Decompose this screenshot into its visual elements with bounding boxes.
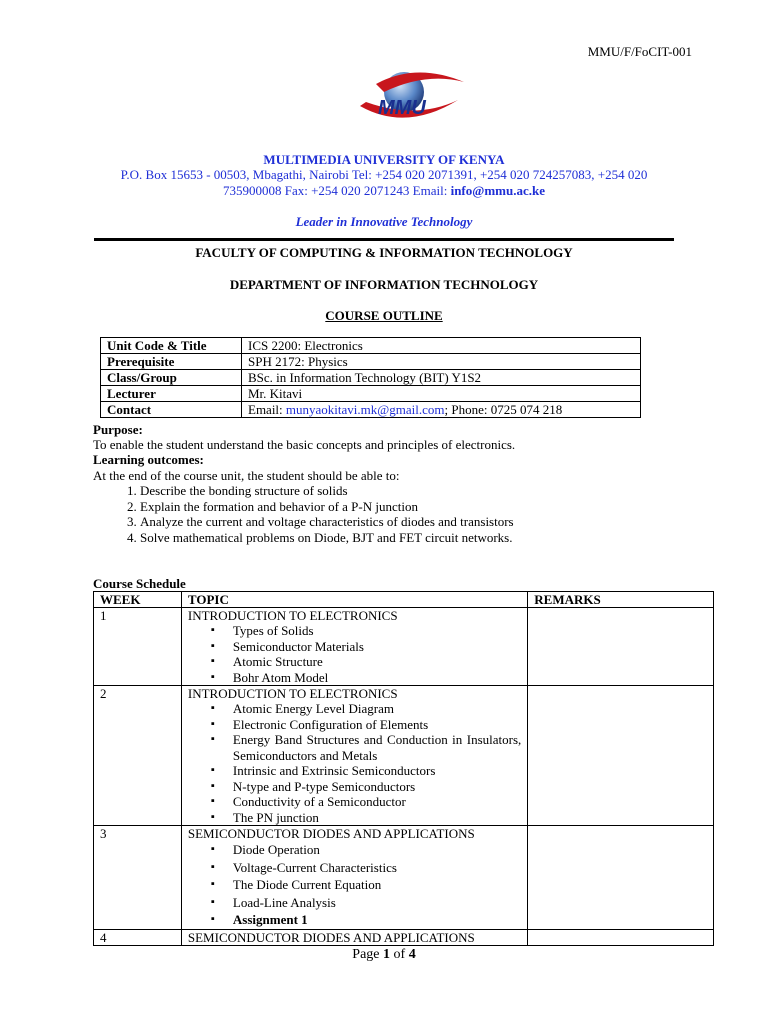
column-header-week: WEEK (94, 592, 182, 608)
contact-prefix: Email: (248, 402, 286, 417)
column-header-topic: TOPIC (181, 592, 527, 608)
faculty-heading: FACULTY OF COMPUTING & INFORMATION TECHNOLOGY (195, 245, 573, 260)
purpose-heading: Purpose: (93, 422, 143, 437)
address-line-1: P.O. Box 15653 - 00503, Mbagathi, Nairobi Tel: +254 020 2071391, +254 020 724257083, +254 020 (120, 167, 648, 182)
week-cell: 2 (94, 686, 182, 826)
info-row-unit (101, 338, 641, 354)
topic-subitems (188, 623, 521, 685)
learning-outcomes-list (110, 483, 700, 545)
mmu-logo-icon (346, 62, 474, 140)
university-logo (346, 62, 474, 140)
topic-subitem: ▪ N-type and P-type Semiconductors (233, 779, 521, 795)
info-label: Prerequisite (101, 354, 242, 370)
info-label: Unit Code & Title (101, 338, 242, 354)
page-footer (0, 947, 768, 962)
outcome-item: 4. Solve mathematical problems on Diode, BJT and FET circuit networks. (140, 530, 700, 546)
department-heading: DEPARTMENT OF INFORMATION TECHNOLOGY (229, 277, 539, 292)
topic-subitem: ▪ The Diode Current Equation (233, 876, 521, 894)
schedule-row (94, 826, 714, 930)
address-line-2-text: 735900008 Fax: +254 020 2071243 Email: (222, 183, 451, 198)
topic-subitem: ▪ Semiconductor Materials (233, 639, 521, 655)
topic-subitem: ▪ The PN junction (233, 810, 521, 826)
topic-cell (181, 826, 527, 930)
topic-title: INTRODUCTION TO ELECTRONICS (187, 686, 398, 701)
topic-subitem: ▪ Load-Line Analysis (233, 894, 521, 912)
info-label: Class/Group (101, 370, 242, 386)
info-row-class (101, 370, 641, 386)
outcome-item: 2. Explain the formation and behavior of a P-N junction (140, 499, 700, 515)
footer-total-pages: 4 (408, 947, 416, 962)
remarks-cell (528, 686, 714, 826)
info-value: ICS 2200: Electronics (242, 338, 641, 354)
topic-subitem: ▪ Voltage-Current Characteristics (233, 859, 521, 877)
schedule-row (94, 686, 714, 826)
course-schedule-table (93, 591, 714, 946)
info-value: Mr. Kitavi (242, 386, 641, 402)
week-cell: 4 (94, 929, 182, 945)
topic-subitem: ▪ Atomic Structure (233, 654, 521, 670)
week-cell: 3 (94, 826, 182, 930)
university-address (0, 167, 768, 199)
schedule-header-row (94, 592, 714, 608)
footer-of: of (390, 947, 409, 962)
topic-subitem-assignment: ▪ Assignment 1 (233, 911, 521, 929)
week-cell: 1 (94, 608, 182, 686)
topic-subitem: ▪ Energy Band Structures and Conduction in Insulators, Semiconductors and Metals (233, 732, 521, 763)
remarks-cell (528, 608, 714, 686)
topic-subitems (188, 841, 521, 929)
address-email-link[interactable]: info@mmu.ac.ke (450, 183, 546, 198)
remarks-cell (528, 929, 714, 945)
info-value: SPH 2172: Physics (242, 354, 641, 370)
contact-phone: ; Phone: 0725 074 218 (444, 402, 563, 417)
topic-subitem: ▪ Electronic Configuration of Elements (233, 717, 521, 733)
info-value (242, 402, 641, 418)
university-motto: Leader in Innovative Technology (295, 214, 473, 229)
purpose-text: To enable the student understand the basic concepts and principles of electronics. (93, 437, 516, 452)
info-value: BSc. in Information Technology (BIT) Y1S2 (242, 370, 641, 386)
schedule-row (94, 929, 714, 945)
topic-cell (181, 686, 527, 826)
learning-outcomes-heading: Learning outcomes: (93, 452, 204, 467)
info-label: Lecturer (101, 386, 242, 402)
document-reference: MMU/F/FoCIT-001 (587, 44, 692, 59)
schedule-heading: Course Schedule (93, 576, 186, 591)
topic-subitem: ▪ Types of Solids (233, 623, 521, 639)
address-line-2 (0, 183, 768, 199)
header-divider (94, 238, 674, 241)
topic-title: SEMICONDUCTOR DIODES AND APPLICATIONS (187, 929, 475, 945)
info-row-contact (101, 402, 641, 418)
footer-prefix: Page (352, 947, 384, 962)
topic-title: INTRODUCTION TO ELECTRONICS (187, 608, 398, 623)
topic-subitem: ▪ Diode Operation (233, 841, 521, 859)
info-row-lecturer (101, 386, 641, 402)
info-row-prerequisite (101, 354, 641, 370)
course-info-table (100, 337, 641, 418)
learning-outcomes-intro: At the end of the course unit, the student should be able to: (93, 468, 400, 483)
topic-subitem: ▪ Atomic Energy Level Diagram (233, 701, 521, 717)
logo-text: MMU (378, 97, 426, 119)
contact-email-link[interactable]: munyaokitavi.mk@gmail.com (285, 402, 445, 417)
document-title: COURSE OUTLINE (325, 308, 443, 323)
column-header-remarks: REMARKS (528, 592, 714, 608)
info-label: Contact (101, 402, 242, 418)
topic-subitem: ▪ Bohr Atom Model (233, 670, 521, 686)
footer-current-page: 1 (383, 947, 391, 962)
topic-cell (181, 929, 527, 945)
remarks-cell (528, 826, 714, 930)
topic-subitem: ▪ Conductivity of a Semiconductor (233, 794, 521, 810)
schedule-row (94, 608, 714, 686)
topic-subitem: ▪ Intrinsic and Extrinsic Semiconductors (233, 763, 521, 779)
topic-title: SEMICONDUCTOR DIODES AND APPLICATIONS (187, 826, 475, 841)
outcome-item: 3. Analyze the current and voltage characteristics of diodes and transistors (140, 514, 700, 530)
outcome-item: 1. Describe the bonding structure of solids (140, 483, 700, 499)
university-name: MULTIMEDIA UNIVERSITY OF KENYA (263, 152, 505, 167)
topic-subitems (188, 701, 521, 825)
topic-cell (181, 608, 527, 686)
